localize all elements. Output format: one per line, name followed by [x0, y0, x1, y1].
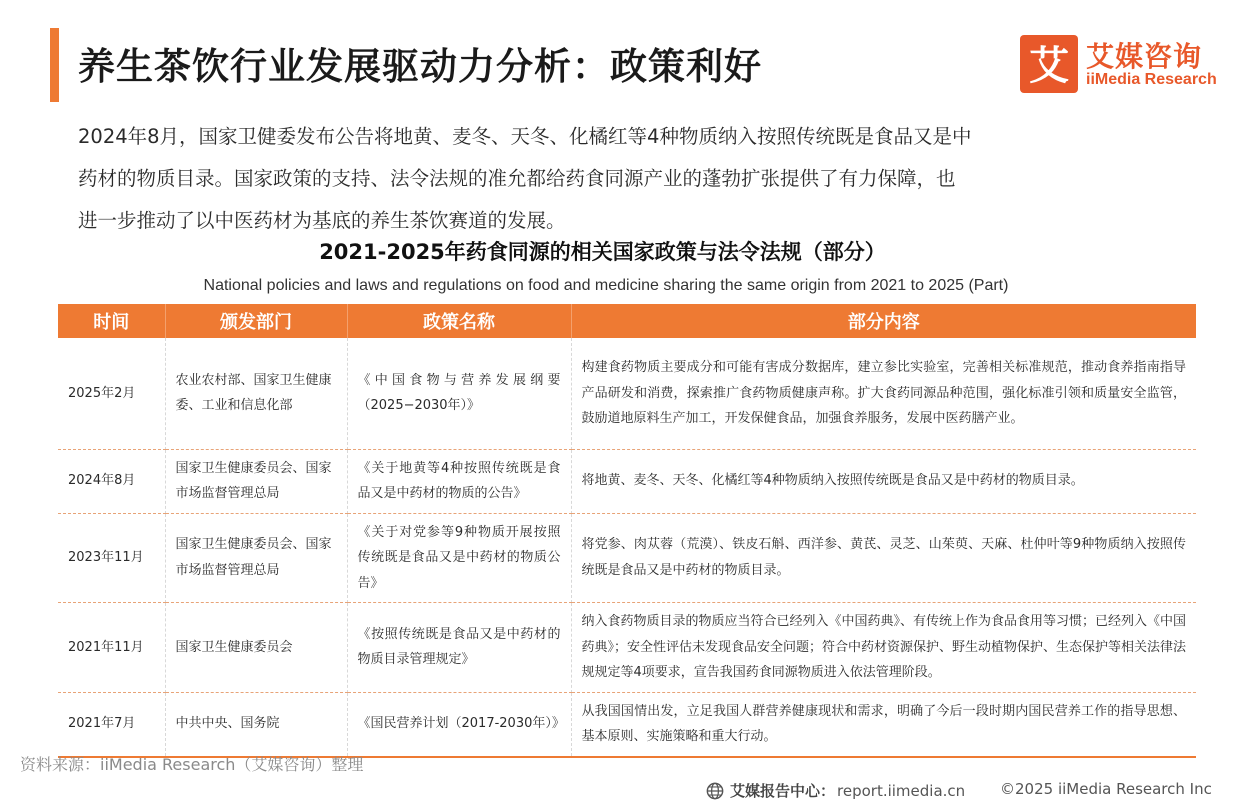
report-center-label: 艾媒报告中心：: [730, 782, 836, 800]
header-content: 部分内容: [571, 304, 1196, 338]
cell-content: 构建食药物质主要成分和可能有害成分数据库，建立参比实验室，完善相关标准规范，推动食养指南指导产品研发和消费，探索推广食药物质健康声称。扩大食药同源品种范围，强化标准引领和质量安全监管，鼓励道地原料生产加工，开发保健食品，加强食养服务，发展中医药膳产业。: [571, 338, 1196, 449]
brand-logo: [1020, 35, 1220, 95]
logo-mark-icon: [1020, 35, 1078, 93]
cell-content: 将地黄、麦冬、天冬、化橘红等4种物质纳入按照传统既是食品又是中药材的物质目录。: [571, 449, 1196, 513]
cell-policy: 《按照传统既是食品又是中药材的物质目录管理规定》: [347, 603, 571, 693]
title-accent-bar: [50, 28, 59, 102]
table-row: [58, 513, 1196, 603]
report-center-url[interactable]: report.iimedia.cn: [837, 781, 966, 800]
intro-line-3: 进一步推动了以中医药材为基底的养生茶饮赛道的发展。: [78, 209, 566, 232]
cell-department: 中共中央、国务院: [165, 692, 347, 757]
logo-chinese-name: 艾媒咨询: [1086, 40, 1203, 73]
table-row: [58, 692, 1196, 757]
copyright: ©2025 iiMedia Research Inc: [1000, 780, 1212, 798]
header-policy-name: 政策名称: [347, 304, 571, 338]
report-center: [706, 780, 965, 801]
cell-time: 2021年7月: [58, 692, 165, 757]
table-row: [58, 338, 1196, 449]
header-department: 颁发部门: [165, 304, 347, 338]
cell-policy: 《关于地黄等4种按照传统既是食品又是中药材的物质的公告》: [347, 449, 571, 513]
cell-policy: 《关于对党参等9种物质开展按照传统既是食品又是中药材的物质公告》: [347, 513, 571, 603]
cell-time: 2024年8月: [58, 449, 165, 513]
cell-department: 国家卫生健康委员会: [165, 603, 347, 693]
source-note: 资料来源：iiMedia Research（艾媒咨询）整理: [20, 755, 364, 774]
cell-department: 国家卫生健康委员会、国家市场监督管理总局: [165, 513, 347, 603]
cell-content: 将党参、肉苁蓉（荒漠）、铁皮石斛、西洋参、黄芪、灵芝、山茱萸、天麻、杜仲叶等9种物质纳入按照传统既是食品又是中药材的物质目录。: [571, 513, 1196, 603]
cell-time: 2021年11月: [58, 603, 165, 693]
cell-content: 从我国国情出发，立足我国人群营养健康现状和需求，明确了今后一段时期内国民营养工作的指导思想、基本原则、实施策略和重大行动。: [571, 692, 1196, 757]
table-header-row: [58, 304, 1196, 338]
table-row: [58, 449, 1196, 513]
table-title: 2021-2025年药食同源的相关国家政策与法令法规（部分）: [319, 240, 886, 264]
cell-department: 国家卫生健康委员会、国家市场监督管理总局: [165, 449, 347, 513]
cell-department: 农业农村部、国家卫生健康委、工业和信息化部: [165, 338, 347, 449]
cell-policy: 《中国食物与营养发展纲要（2025−2030年）》: [347, 338, 571, 449]
cell-content: 纳入食药物质目录的物质应当符合已经列入《中国药典》、有传统上作为食品食用等习惯；已经列入《中国药典》；安全性评估未发现食品安全问题；符合中药材资源保护、野生动植物保护、生态保护等相关法律法规规定等4项要求，宣告我国药食同源物质进入依法管理阶段。: [571, 603, 1196, 693]
page-title: 养生茶饮行业发展驱动力分析：政策利好: [78, 45, 762, 88]
intro-paragraph: [78, 116, 1148, 242]
policy-table: [58, 304, 1196, 758]
cell-time: 2023年11月: [58, 513, 165, 603]
logo-mark-text: 艾: [1029, 43, 1069, 89]
table-subtitle: National policies and laws and regulations on food and medicine sharing the same origin from 2021 to 2025 (Part): [203, 277, 1009, 294]
intro-line-1: 2024年8月，国家卫健委发布公告将地黄、麦冬、天冬、化橘红等4种物质纳入按照传统既是食品又是中: [78, 125, 972, 148]
cell-time: 2025年2月: [58, 338, 165, 449]
cell-policy: 《国民营养计划（2017-2030年）》: [347, 692, 571, 757]
table-row: [58, 603, 1196, 693]
logo-english-name: iiMedia Research: [1086, 71, 1217, 88]
header-time: 时间: [58, 304, 165, 338]
globe-icon: [706, 782, 724, 800]
intro-line-2: 药材的物质目录。国家政策的支持、法令法规的准允都给药食同源产业的蓬勃扩张提供了有力保障，也: [78, 167, 956, 190]
